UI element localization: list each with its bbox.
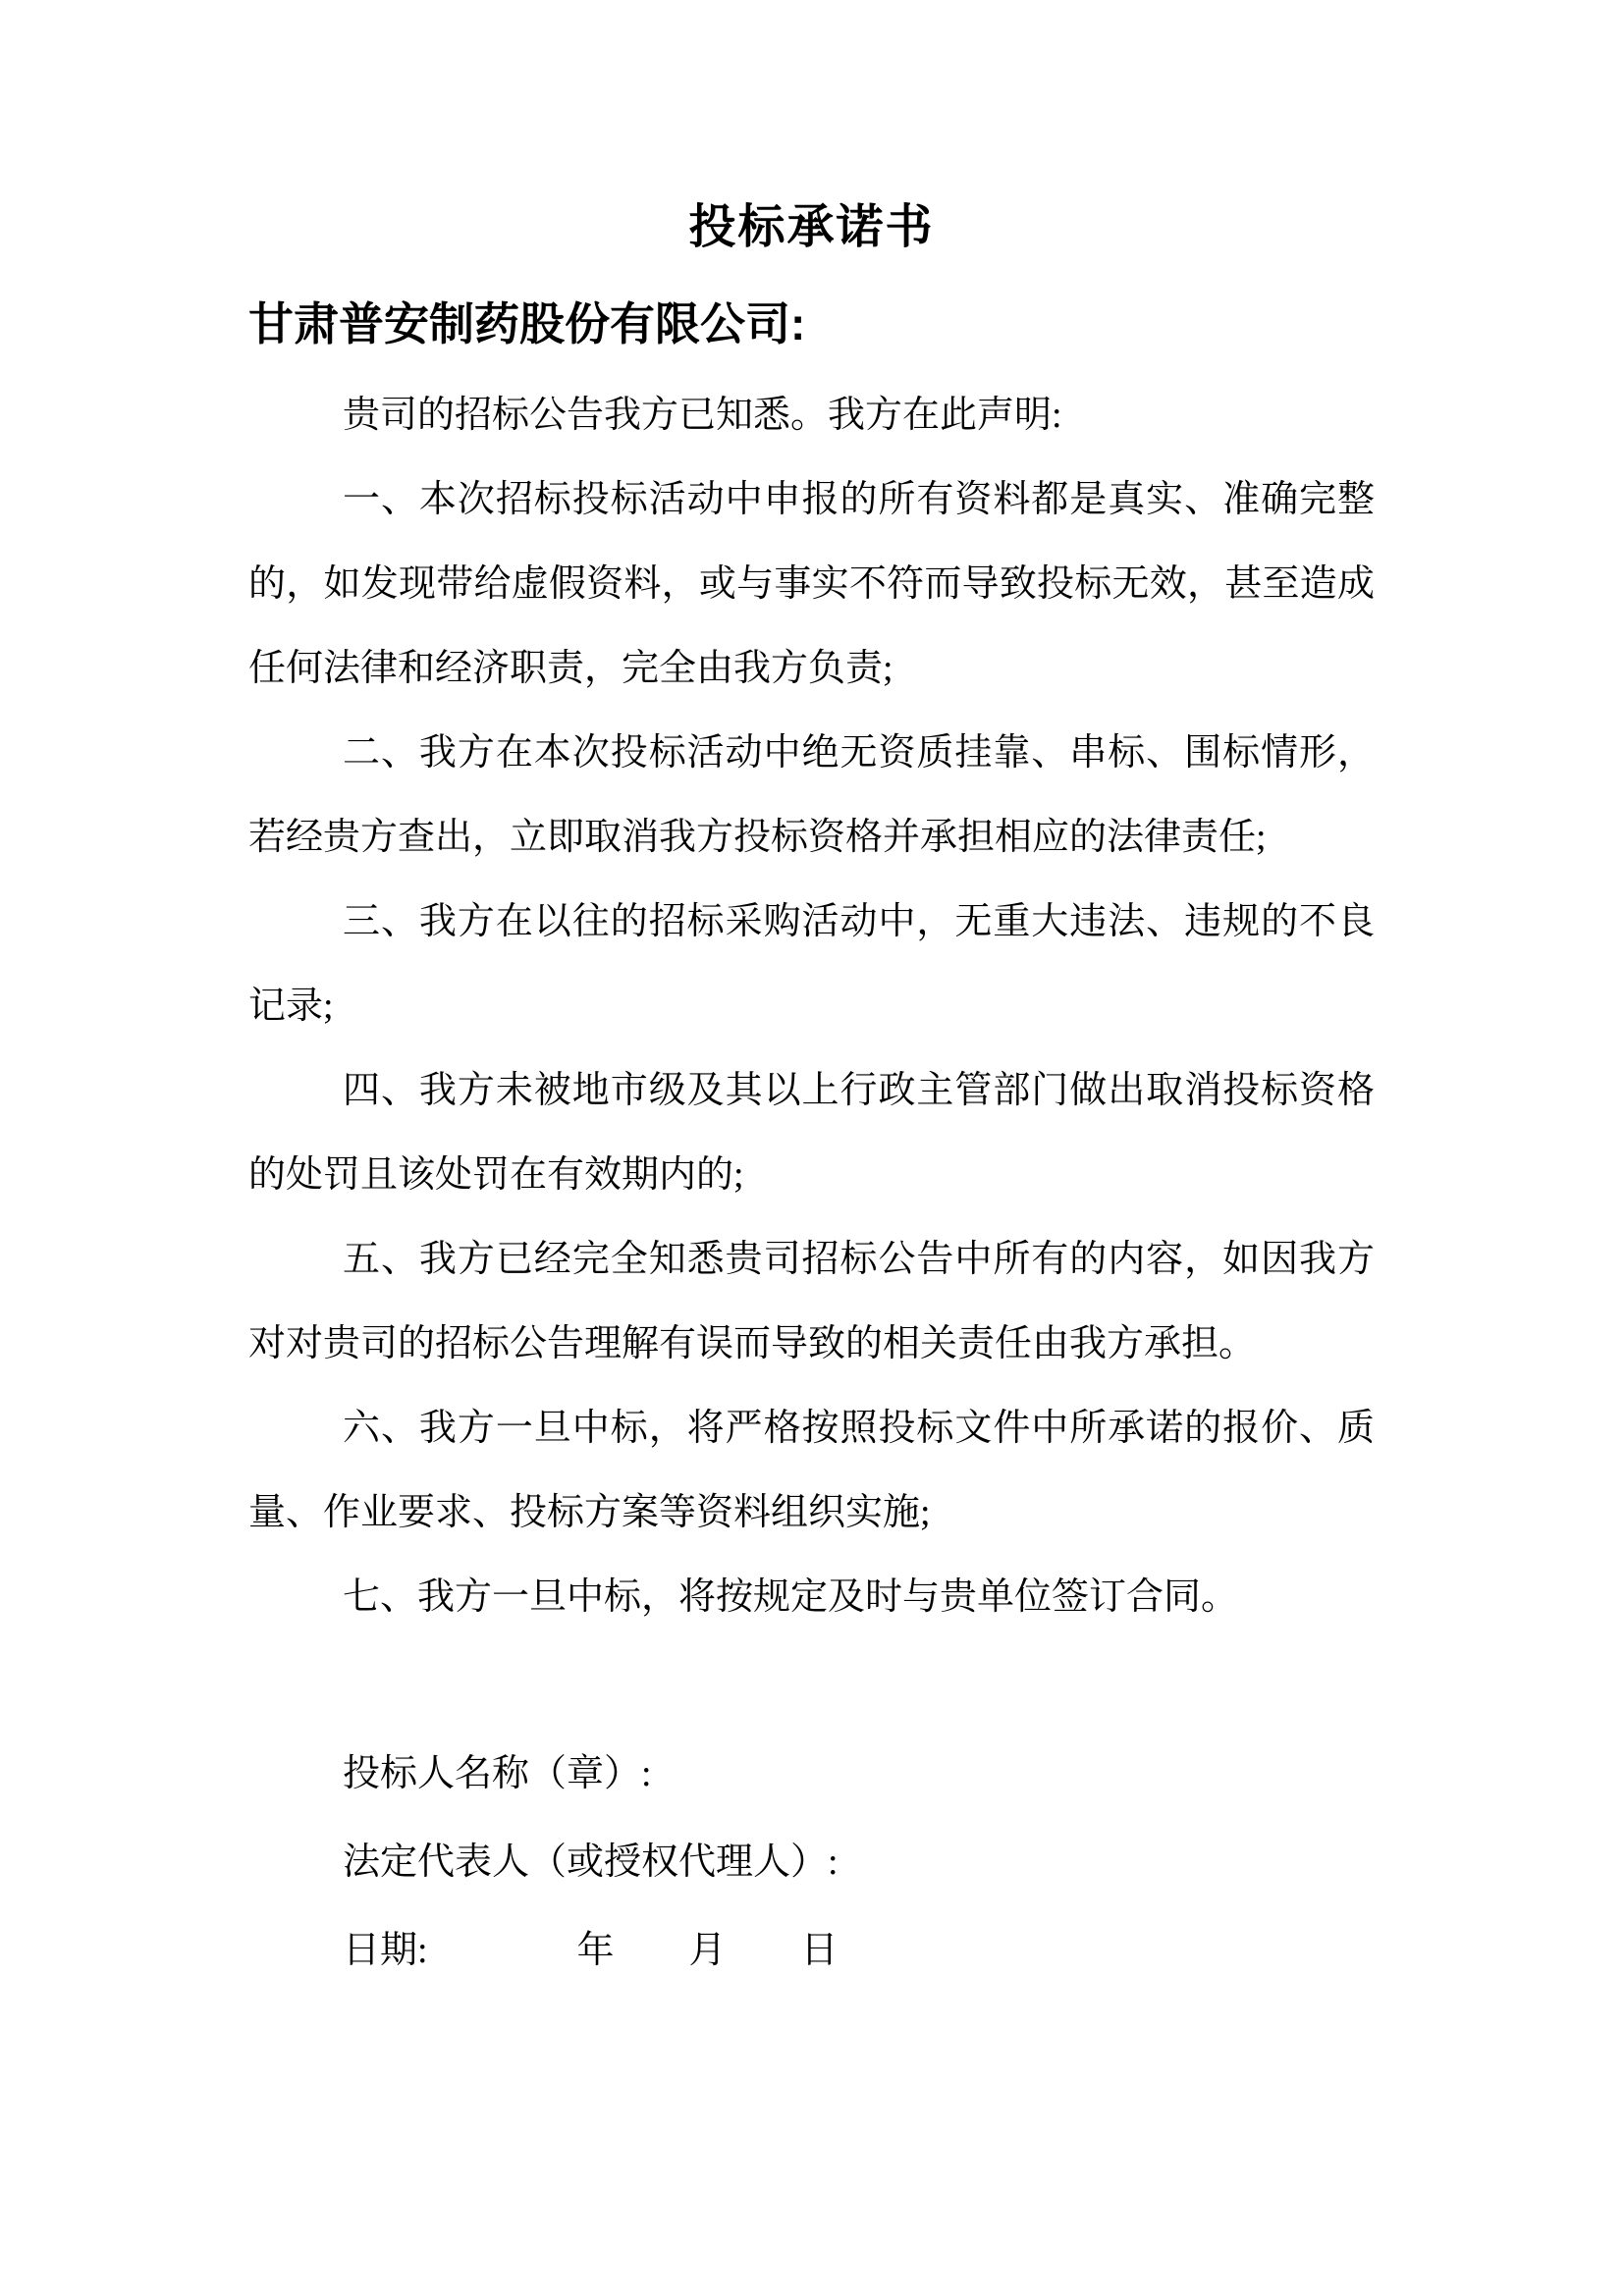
paragraph-line: 一、本次招标投标活动中申报的所有资料都是真实、准确完整	[343, 479, 1375, 520]
paragraph-line: 五、我方已经完全知悉贵司招标公告中所有的内容，如因我方	[343, 1239, 1375, 1280]
document-title: 投标承诺书	[688, 201, 935, 253]
document-body	[248, 373, 1375, 1639]
paragraph-line: 的，如发现带给虚假资料，或与事实不符而导致投标无效，甚至造成	[248, 563, 1375, 605]
salutation: 甘肃普安制药股份有限公司:	[248, 298, 806, 349]
paragraph-line: 量、作业要求、投标方案等资料组织实施;	[248, 1492, 931, 1533]
paragraph-line: 若经贵方查出，立即取消我方投标资格并承担相应的法律责任;	[248, 817, 1267, 858]
paragraph-line: 七、我方一旦中标，将按规定及时与贵单位签订合同。	[343, 1576, 1239, 1618]
paragraph-line: 记录;	[248, 986, 334, 1027]
paragraph-line: 贵司的招标公告我方已知悉。我方在此声明:	[343, 395, 1062, 436]
bidder-name-label: 投标人名称（章）:	[343, 1753, 652, 1794]
paragraph-line: 六、我方一旦中标，将严格按照投标文件中所承诺的报价、质	[343, 1408, 1375, 1449]
paragraph-line: 任何法律和经济职责，完全由我方负责;	[248, 648, 893, 689]
paragraph-line: 对对贵司的招标公告理解有误而导致的相关责任由我方承担。	[248, 1323, 1257, 1364]
paragraph-line: 三、我方在以往的招标采购活动中，无重大违法、违规的不良	[343, 901, 1375, 942]
paragraph-line: 二、我方在本次投标活动中绝无资质挂靠、串标、围标情形，	[343, 732, 1375, 774]
legal-representative-label: 法定代表人（或授权代理人）:	[343, 1842, 839, 1883]
signature-block	[248, 1730, 1375, 1995]
paragraph-line: 四、我方未被地市级及其以上行政主管部门做出取消投标资格	[343, 1070, 1375, 1111]
paragraph-line: 的处罚且该处罚在有效期内的;	[248, 1154, 744, 1196]
date-line: 日期: 年 月 日	[343, 1930, 839, 1971]
